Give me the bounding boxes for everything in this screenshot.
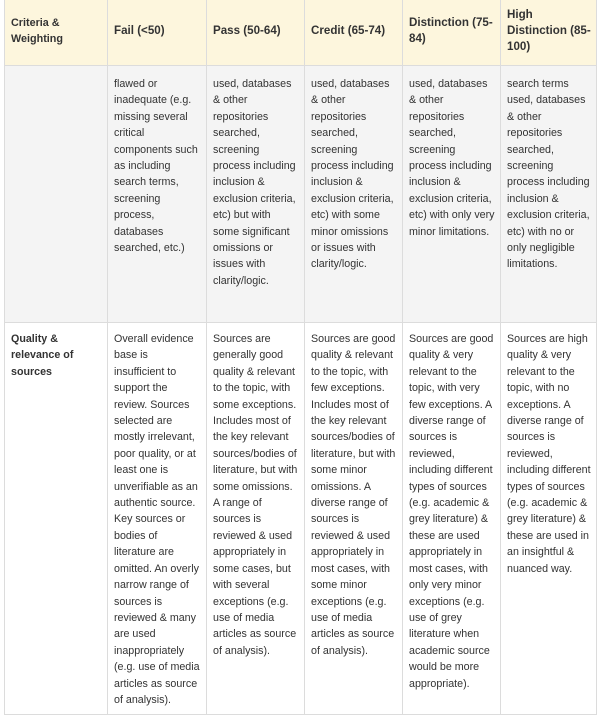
pass-cell: used, databases & other repositories searched, screening process including inclusion & exclusion criteria, etc) but with some significant omissions or issues with clarity/logic. bbox=[207, 66, 305, 323]
header-fail: Fail (<50) bbox=[108, 0, 207, 66]
table-row bbox=[5, 323, 597, 715]
distinction-cell: used, databases & other repositories searched, screening process including inclusion & exclusion criteria, etc) with only very minor limitations. bbox=[403, 66, 501, 323]
header-row bbox=[5, 0, 597, 66]
table-row bbox=[5, 66, 597, 323]
credit-cell: Sources are good quality & relevant to the topic, with few exceptions. Includes most of the key relevant sources/bodies of literature, but with some minor omissions. A diverse range of sources is reviewed & used appropriately in most cases, with some minor exceptions (e.g. use of media articles as source of analysis). bbox=[305, 323, 403, 715]
header-high-distinction: High Distinction (85-100) bbox=[501, 0, 597, 66]
fail-cell: Overall evidence base is insufficient to support the review. Sources selected are mostly irrelevant, poor quality, or at least one is unverifiable as an authentic source. Key sources or bodies of literature are omitted. An overly narrow range of sources is reviewed & many are used inappropriately (e.g. use of media articles as source of analysis). bbox=[108, 323, 207, 715]
header-credit: Credit (65-74) bbox=[305, 0, 403, 66]
header-distinction: Distinction (75-84) bbox=[403, 0, 501, 66]
credit-cell: used, databases & other repositories searched, screening process including inclusion & exclusion criteria, etc) with some minor omissions or issues with clarity/logic. bbox=[305, 66, 403, 323]
rubric-table bbox=[4, 0, 597, 715]
header-pass: Pass (50-64) bbox=[207, 0, 305, 66]
high-distinction-cell: search terms used, databases & other repositories searched, screening process including inclusion & exclusion criteria, etc) with no or only negligible limitations. bbox=[501, 66, 597, 323]
fail-cell: flawed or inadequate (e.g. missing several critical components such as including search terms, screening process, databases searched, etc.) bbox=[108, 66, 207, 323]
header-criteria: Criteria & Weighting bbox=[5, 0, 108, 66]
distinction-cell: Sources are good quality & very relevant to the topic, with very few exceptions. A diverse range of sources is reviewed, including different types of sources (e.g. academic & grey literature) & these are used appropriately in most cases, with only very minor exceptions (e.g. use of grey literature when academic source would be more appropriate). bbox=[403, 323, 501, 715]
high-distinction-cell: Sources are high quality & very relevant to the topic, with no exceptions. A diverse range of sources is reviewed, including different types of sources (e.g. academic & grey literature) & these are used in an insightful & nuanced way. bbox=[501, 323, 597, 715]
criteria-cell bbox=[5, 66, 108, 323]
criteria-cell: Quality & relevance of sources bbox=[5, 323, 108, 715]
pass-cell: Sources are generally good quality & relevant to the topic, with some exceptions. Includes most of the key relevant sources/bodies of literature, but with some omissions. A range of sources is reviewed & used appropriately in some cases, but with several exceptions (e.g. use of media articles as source of analysis). bbox=[207, 323, 305, 715]
